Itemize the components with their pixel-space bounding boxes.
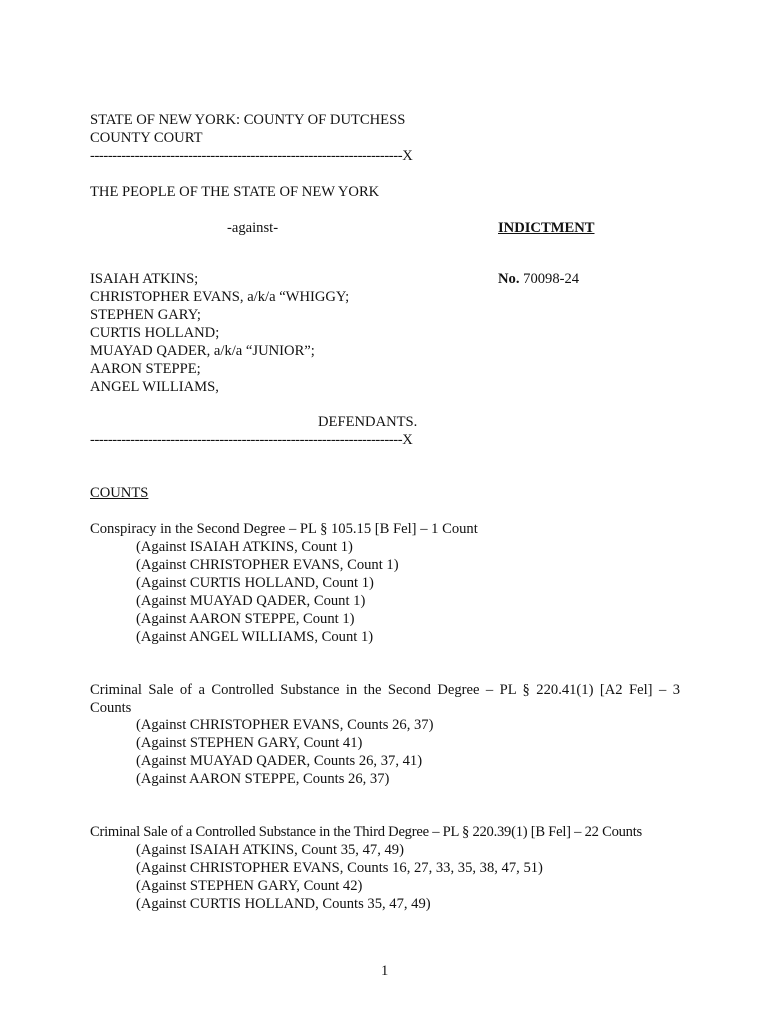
court-line-2: COUNTY COURT <box>90 130 203 146</box>
against-line: (Against ISAIAH ATKINS, Count 35, 47, 49) <box>136 842 404 858</box>
divider-top: ----------------------------------------------------------------------X <box>90 148 413 164</box>
counts-heading: COUNTS <box>90 485 149 501</box>
count-group-title-cont: Counts <box>90 700 132 716</box>
count-group-title: Criminal Sale of a Controlled Substance in the Third Degree – PL § 220.39(1) [B Fel] – 22 Counts <box>90 824 642 840</box>
court-line-1: STATE OF NEW YORK: COUNTY OF DUTCHESS <box>90 112 406 128</box>
against-line: (Against CHRISTOPHER EVANS, Count 1) <box>136 557 399 573</box>
against-line: (Against MUAYAD QADER, Counts 26, 37, 41) <box>136 753 423 769</box>
against-line: (Against CURTIS HOLLAND, Counts 35, 47, 49) <box>136 896 431 912</box>
defendant-line: STEPHEN GARY; <box>90 307 201 323</box>
against-line: (Against ANGEL WILLIAMS, Count 1) <box>136 629 374 645</box>
indictment-label: INDICTMENT <box>498 220 595 236</box>
defendants-label: DEFENDANTS. <box>318 414 418 430</box>
page-number: 1 <box>381 963 389 979</box>
defendant-line: CURTIS HOLLAND; <box>90 325 220 341</box>
defendant-line: MUAYAD QADER, a/k/a “JUNIOR”; <box>90 343 315 359</box>
number-label: No. <box>498 271 520 287</box>
defendant-line: CHRISTOPHER EVANS, a/k/a “WHIGGY; <box>90 289 350 305</box>
against-line: (Against STEPHEN GARY, Count 41) <box>136 735 363 751</box>
against-line: (Against CHRISTOPHER EVANS, Counts 26, 37) <box>136 717 434 733</box>
against-line: (Against CHRISTOPHER EVANS, Counts 16, 27, 33, 35, 38, 47, 51) <box>136 860 543 876</box>
against-line: (Against ISAIAH ATKINS, Count 1) <box>136 539 353 555</box>
number-value: 70098-24 <box>523 271 580 287</box>
against-line: (Against STEPHEN GARY, Count 42) <box>136 878 363 894</box>
defendant-line: ANGEL WILLIAMS, <box>90 379 219 395</box>
count-group-title: Criminal Sale of a Controlled Substance in the Second Degree – PL § 220.41(1) [A2 Fel] – 3 <box>90 682 680 698</box>
people-caption: THE PEOPLE OF THE STATE OF NEW YORK <box>90 184 380 200</box>
defendant-line: AARON STEPPE; <box>90 361 201 377</box>
against-label: -against- <box>227 220 279 236</box>
count-group-title: Conspiracy in the Second Degree – PL § 105.15 [B Fel] – 1 Count <box>90 521 478 537</box>
against-line: (Against CURTIS HOLLAND, Count 1) <box>136 575 374 591</box>
divider-bottom: ----------------------------------------------------------------------X <box>90 432 413 448</box>
against-line: (Against MUAYAD QADER, Count 1) <box>136 593 366 609</box>
against-line: (Against AARON STEPPE, Counts 26, 37) <box>136 771 390 787</box>
defendant-line: ISAIAH ATKINS; <box>90 271 199 287</box>
indictment-number <box>498 270 579 288</box>
against-line: (Against AARON STEPPE, Count 1) <box>136 611 355 627</box>
